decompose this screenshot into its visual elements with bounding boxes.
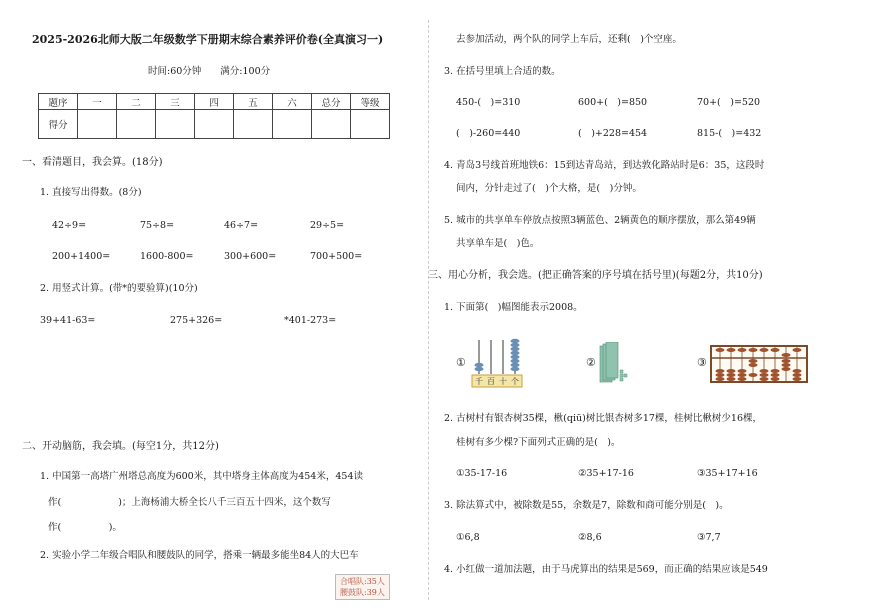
q1-item: 29÷5= <box>310 220 345 231</box>
s3-q2-text: 2. 古树村有银杏树35棵，楸(qiū)树比银杏树多17棵，桂树比楸树少16棵， <box>444 413 763 424</box>
q1-item: 700+500= <box>310 251 363 262</box>
s3-q3-option: ②8,6 <box>578 532 602 543</box>
team-info-box <box>335 574 390 600</box>
option-mark: ③ <box>697 356 707 369</box>
score-header-cell: 二 <box>117 94 156 110</box>
q3-item: 600+( )=850 <box>578 97 648 108</box>
s2-q4-text: 4. 青岛3号线首班地铁6：15到达青岛站，到达敦化路站时是6：35，这段时 <box>444 160 765 171</box>
team-info-line: 合唱队:35人 <box>340 577 385 586</box>
option-mark: ② <box>586 356 596 369</box>
time-info: 时间:60分钟 满分:100分 <box>148 66 271 77</box>
q1-item: 200+1400= <box>52 251 111 262</box>
q3-item: ( )+228=454 <box>578 128 648 139</box>
s3-q3-option: ①6,8 <box>456 532 480 543</box>
s2-q1-text: 1. 中国第一高塔广州塔总高度为600米，其中塔身主体高度为454米，454读 <box>40 471 363 482</box>
s3-q2-option: ②35+17-16 <box>578 468 634 479</box>
s3-q3-option: ③7,7 <box>697 532 721 543</box>
s2-q1-text: 作( )；上海杨浦大桥全长八千三百五十四米，这个数写 <box>48 497 331 508</box>
s3-q2-text: 桂树有多少棵?下面列式正确的是( )。 <box>456 437 621 448</box>
exam-title: 2025-2026北师大版二年级数学下册期末综合素养评价卷(全真演习一) <box>32 33 384 46</box>
column-divider <box>428 20 429 600</box>
q3-item: 815-( )=432 <box>697 128 762 139</box>
q1-item: 1600-800= <box>140 251 194 262</box>
s2-q2-text: 2. 实验小学二年级合唱队和腰鼓队的同学，搭乘一辆最多能坐84人的大巴车 <box>40 550 359 561</box>
place-label: 十 <box>499 377 507 386</box>
q2-item: 39+41-63= <box>40 315 96 326</box>
section-1-title: 一、看清题目，我会算。(18分) <box>22 157 163 168</box>
q1-item: 300+600= <box>224 251 277 262</box>
q3-item: 70+( )=520 <box>697 97 761 108</box>
score-header-cell: 五 <box>234 94 273 110</box>
section-3-title: 三、用心分析，我会选。(把正确答案的序号填在括号里)(每题2分，共10分) <box>428 270 763 281</box>
base-ten-blocks-figure <box>598 342 628 386</box>
option-mark: ① <box>456 356 466 369</box>
abacus-frame <box>711 346 807 382</box>
s3-q2-option: ③35+17+16 <box>697 468 758 479</box>
score-cell[interactable] <box>234 110 273 139</box>
score-cell[interactable] <box>117 110 156 139</box>
team-info-line: 腰鼓队:39人 <box>340 588 385 597</box>
place-label: 千 <box>475 377 483 386</box>
place-label: 个 <box>511 377 519 386</box>
s3-q2-option: ①35-17-16 <box>456 468 508 479</box>
s2-q4-text: 间内，分针走过了( )个大格，是( )分钟。 <box>456 183 642 194</box>
score-header-cell: 题序 <box>39 94 78 110</box>
score-cell[interactable] <box>312 110 351 139</box>
s2-q5-text: 5. 城市的共享单车停放点按照3辆蓝色、2辆黄色的顺序摆放，那么第49辆 <box>444 215 756 226</box>
score-header-cell: 三 <box>156 94 195 110</box>
q1-item: 46÷7= <box>224 220 259 231</box>
q2-title: 2. 用竖式计算。(带*的要验算)(10分) <box>40 283 198 294</box>
score-cell[interactable] <box>78 110 117 139</box>
score-header-cell: 六 <box>273 94 312 110</box>
score-cell[interactable] <box>156 110 195 139</box>
counting-rod-figure <box>470 338 530 388</box>
q2-item: 275+326= <box>170 315 223 326</box>
score-row-label: 得分 <box>39 110 78 139</box>
place-label: 百 <box>487 377 495 386</box>
q3-item: 450-( )=310 <box>456 97 521 108</box>
s2-q3-title: 3. 在括号里填上合适的数。 <box>444 66 561 77</box>
score-header-cell: 一 <box>78 94 117 110</box>
section-2-title: 二、开动脑筋，我会填。(每空1分，共12分) <box>22 441 219 452</box>
q1-item: 75÷8= <box>140 220 175 231</box>
score-table <box>38 93 390 139</box>
score-cell[interactable] <box>195 110 234 139</box>
s2-q5-text: 共享单车是( )色。 <box>456 238 540 249</box>
s3-q1-text: 1. 下面第( )幅图能表示2008。 <box>444 302 583 313</box>
chinese-abacus-figure <box>710 345 808 383</box>
thousand-cube <box>600 342 618 382</box>
score-cell[interactable] <box>273 110 312 139</box>
s2-q2-continued: 去参加活动，两个队的同学上车后，还剩( )个空座。 <box>456 34 682 45</box>
s3-q3-text: 3. 除法算式中，被除数是55，余数是7，除数和商可能分别是( )。 <box>444 500 729 511</box>
q2-item: *401-273= <box>284 315 337 326</box>
unit-cubes <box>620 370 627 381</box>
q1-title: 1. 直接写出得数。(8分) <box>40 187 142 198</box>
score-header-cell: 总分 <box>312 94 351 110</box>
q3-item: ( )-260=440 <box>456 128 521 139</box>
score-cell[interactable] <box>351 110 390 139</box>
score-header-cell: 等级 <box>351 94 390 110</box>
score-header-cell: 四 <box>195 94 234 110</box>
abacus-rods <box>479 340 515 374</box>
abacus-beads <box>475 339 520 371</box>
q1-item: 42÷9= <box>52 220 87 231</box>
s3-q4-text: 4. 小红做一道加法题，由于马虎算出的结果是569，而正确的结果应该是549 <box>444 564 768 575</box>
s2-q1-text: 作( )。 <box>48 522 122 533</box>
